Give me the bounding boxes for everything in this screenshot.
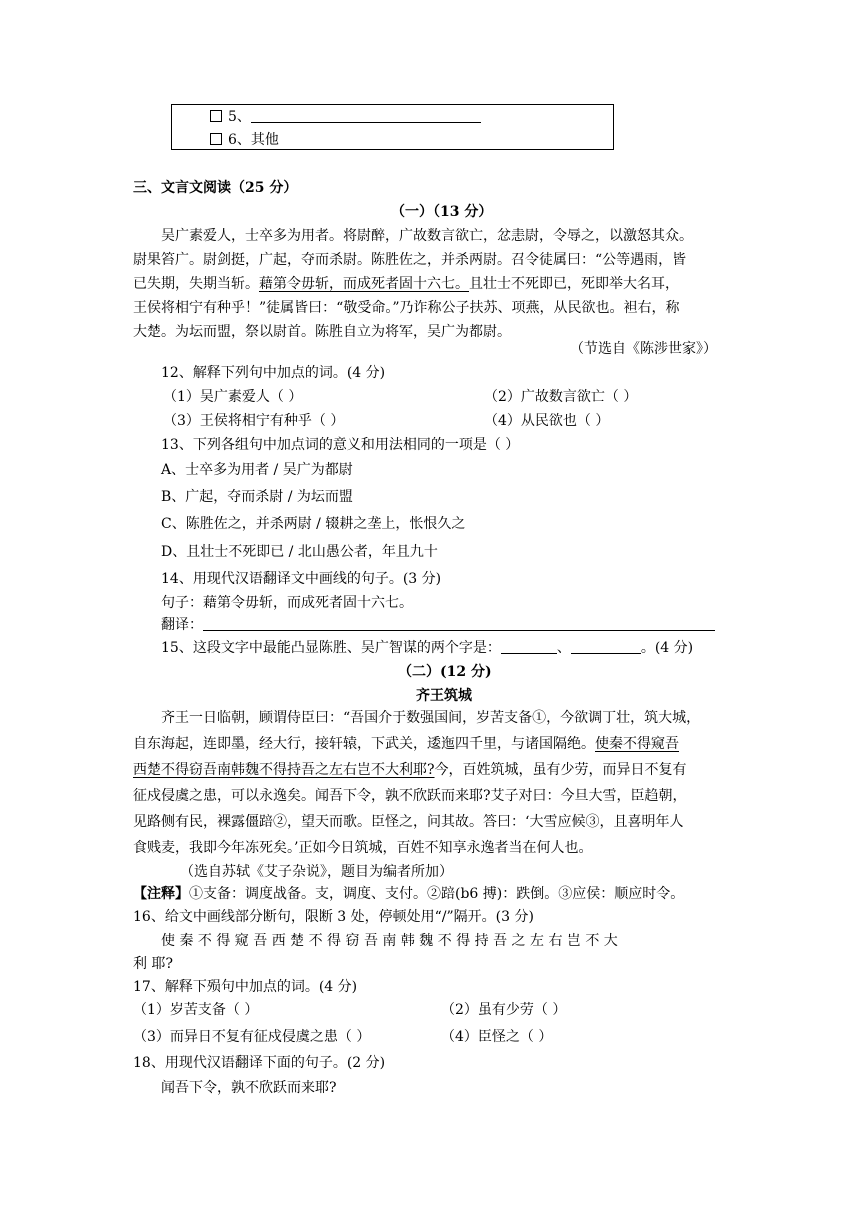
q17-prompt: 17、解释下殒句中加点的词。(4 分)	[133, 979, 358, 995]
passage1-line4: 王侯将相宁有种乎！”徒属皆曰：“敬受命。”乃诈称公子扶苏、项燕，从民欲也。袒右，称	[133, 300, 680, 316]
q17-item1: （1）岁苦支备（ ）	[133, 1002, 259, 1018]
passage2-notes	[133, 887, 684, 901]
passage2-source: （选自苏轼《艾子杂说》，题目为编者所加）	[180, 864, 453, 880]
passage1-line5: 大楚。为坛而盟，祭以尉首。陈胜自立为将军，吴广为都尉。	[133, 324, 511, 340]
q15-blank-1[interactable]	[501, 641, 557, 654]
section-heading: 三、文言文阅读（25 分）	[133, 180, 298, 196]
passage2-line2	[133, 737, 679, 751]
q15-prompt: 15、这段文字中最能凸显陈胜、吴广智谋的两个字是：	[161, 640, 501, 656]
q13-option-b: B、广起，夺而杀尉 / 为坛而盟	[161, 489, 353, 505]
passage2-line1: 齐王一日临朝，顾谓侍臣曰：“吾国介于数强国间，岁苦支备①，今欲调丁壮，筑大城，	[161, 710, 701, 726]
passage2-line6: 食贱麦，我即今年冻死矣。’正如今日筑城，百姓不知享永逸者当在何人也。	[133, 840, 593, 856]
notes-text: ①支备：调度战备。支，调度、支付。②踣(b6 搏)：跌倒。③应侯：顺应时令。	[189, 886, 685, 902]
q14-prompt: 14、用现代汉语翻译文中画线的句子。(3 分)	[161, 571, 442, 587]
option-5-blank[interactable]	[251, 110, 481, 123]
passage2-underlined-start: 使秦不得窥吾	[595, 736, 679, 752]
passage1-line3	[133, 277, 679, 291]
q15-points: 。(4 分)	[640, 640, 694, 656]
option-6-label: 6、其他	[228, 132, 279, 148]
option-5-label: 5、	[228, 109, 251, 125]
q18-sentence: 闻吾下令，孰不欣跃而来耶?	[161, 1080, 337, 1096]
passage1-source: （节选自《陈涉世家》）	[570, 341, 717, 357]
q13-option-c: C、陈胜佐之，并杀两尉 / 辍耕之垄上，怅恨久之	[161, 516, 466, 532]
passage2-title: 齐王筑城	[416, 688, 472, 704]
option-6	[210, 133, 279, 147]
q15-blank-2[interactable]	[571, 641, 641, 654]
passage1-underlined-sentence: 藉第令毋斩，而成死者固十六七。	[259, 276, 469, 292]
q12-prompt: 12、解释下列句中加点的词。(4 分)	[161, 365, 386, 381]
passage2-underlined-end: 西楚不得窃吾南韩魏不得持吾之左右岂不大利耶?	[133, 762, 435, 778]
q12-item3: （3）王侯将相宁有种乎（ ）	[163, 413, 345, 429]
q12-item1: （1）吴广素爱人（ ）	[163, 389, 303, 405]
q14-translate	[161, 618, 715, 632]
q16-text-line2: 利 耶?	[133, 956, 173, 972]
q17-item4: （4）臣怪之（ ）	[441, 1029, 553, 1045]
q17-item2: （2）虽有少劳（ ）	[441, 1002, 567, 1018]
q12-item2: （2）广故数言欲亡（ ）	[484, 389, 638, 405]
q15	[161, 641, 693, 655]
passage2-line3	[133, 763, 687, 777]
q18-prompt: 18、用现代汉语翻译下面的句子。(2 分)	[133, 1055, 386, 1071]
q14-answer-line[interactable]	[203, 618, 715, 631]
q14-sentence: 句子：藉第令毋斩，而成死者固十六七。	[161, 595, 413, 611]
q12-item4: （4）从民欲也（ ）	[484, 413, 610, 429]
q16-text-line1: 使 秦 不 得 窥 吾 西 楚 不 得 窃 吾 南 韩 魏 不 得 持 吾 之 左 右 岂 不 大	[161, 933, 618, 949]
passage2-line4: 征戍侵虞之患，可以永逸矣。闻吾下令，孰不欣跃而来耶?艾子对曰：今旦大雪，臣趋朝，	[133, 788, 687, 804]
q13-prompt: 13、下列各组句中加点词的意义和用法相同的一项是（ ）	[161, 437, 520, 453]
passage1-line3-a: 已失期，失期当斩。	[133, 276, 259, 292]
q17-item3: （3）而异日不复有征戍侵虞之患（ ）	[133, 1029, 371, 1045]
checkbox-5[interactable]	[210, 110, 222, 122]
q14-translate-label: 翻译：	[161, 617, 203, 633]
part1-heading: （一）（13 分）	[391, 204, 493, 220]
checkbox-6[interactable]	[210, 133, 222, 145]
passage2-line5: 见路侧有民，裸露僵踣②，望天而歌。臣怪之，问其故。答曰：‘大雪应候③，且喜明年人	[133, 814, 684, 830]
notes-label: 【注释】	[133, 886, 189, 902]
passage1-line3-c: 且壮士不死即已，死即举大名耳，	[469, 276, 679, 292]
q13-option-d: D、且壮士不死即已 / 北山愚公者，年且九十	[161, 544, 438, 560]
passage2-line3-b: 今，百姓筑城，虽有少劳，而异日不复有	[434, 762, 687, 778]
q13-option-a: A、士卒多为用者 / 吴广为都尉	[161, 462, 353, 478]
option-5	[210, 110, 481, 124]
q16-prompt: 16、给文中画线部分断句，限断 3 处，停顿处用“/”隔开。(3 分)	[133, 909, 534, 925]
passage1-line2: 尉果笞广。尉剑挺，广起，夺而杀尉。陈胜佐之，并杀两尉。召令徒属曰：“公等遇雨，皆	[133, 252, 687, 268]
passage1-line1: 吴广素爱人，士卒多为用者。将尉醉，广故数言欲亡，忿恚尉，令辱之，以激怒其众。	[161, 228, 693, 244]
part2-heading: （二）(12 分)	[398, 664, 492, 680]
passage2-line2-a: 自东海起，连即墨，经大行，接轩辕，下武关，逶迤四千里，与诸国隔绝。	[133, 736, 595, 752]
q15-separator: 、	[556, 640, 571, 656]
